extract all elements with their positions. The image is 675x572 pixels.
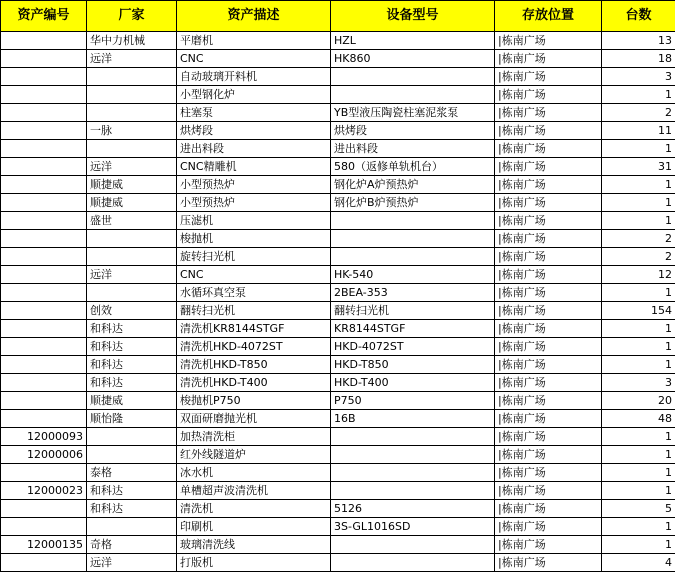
asset-description-cell[interactable]: 压滤机 [177,212,331,230]
storage-location-cell[interactable]: |栋南广场 [495,518,602,536]
manufacturer-cell[interactable]: 顺捷威 [87,194,177,212]
asset-id-cell[interactable] [1,392,87,410]
table-row [1,158,675,176]
equipment-model-cell[interactable]: 2BEA-353 [331,284,495,302]
equipment-model-cell[interactable]: 钢化炉A炉预热炉 [331,176,495,194]
asset-id-cell[interactable] [1,212,87,230]
asset-description-cell[interactable]: 平磨机 [177,32,331,50]
storage-location-cell[interactable]: |栋南广场 [495,374,602,392]
quantity-cell[interactable]: 18 [602,50,675,68]
asset-id-cell[interactable]: 12000006 [1,446,87,464]
table-row [1,338,675,356]
equipment-model-cell[interactable]: 5126 [331,500,495,518]
quantity-cell[interactable]: 20 [602,392,675,410]
quantity-cell[interactable]: 3 [602,68,675,86]
storage-location-cell[interactable]: |栋南广场 [495,320,602,338]
equipment-model-cell[interactable] [331,428,495,446]
asset-description-cell[interactable]: 清洗机KR8144STGF [177,320,331,338]
manufacturer-cell[interactable]: 泰格 [87,464,177,482]
asset-id-cell[interactable] [1,32,87,50]
equipment-model-cell[interactable]: 进出料段 [331,140,495,158]
equipment-model-cell[interactable] [331,482,495,500]
equipment-model-cell[interactable] [331,212,495,230]
table-row [1,32,675,50]
quantity-cell[interactable]: 31 [602,158,675,176]
asset-description-cell[interactable]: 清洗机HKD-4072ST [177,338,331,356]
equipment-model-cell[interactable]: 翻转扫光机 [331,302,495,320]
asset-id-cell[interactable] [1,464,87,482]
storage-location-cell[interactable]: |栋南广场 [495,266,602,284]
manufacturer-cell[interactable]: 和科达 [87,320,177,338]
equipment-model-cell[interactable] [331,86,495,104]
quantity-cell[interactable]: 1 [602,86,675,104]
table-row [1,266,675,284]
table-row [1,212,675,230]
quantity-cell[interactable]: 1 [602,284,675,302]
manufacturer-cell[interactable] [87,518,177,536]
storage-location-cell[interactable]: |栋南广场 [495,356,602,374]
asset-id-cell[interactable] [1,284,87,302]
manufacturer-cell[interactable]: 盛世 [87,212,177,230]
equipment-model-cell[interactable]: 580（返修单轨机台） [331,158,495,176]
asset-description-cell[interactable]: 冰水机 [177,464,331,482]
table-row [1,122,675,140]
equipment-model-cell[interactable]: HKD-4072ST [331,338,495,356]
quantity-cell[interactable]: 1 [602,338,675,356]
table-header [1,1,675,32]
manufacturer-cell[interactable]: 远洋 [87,554,177,572]
asset-description-cell[interactable]: 清洗机 [177,500,331,518]
asset-description-cell[interactable]: 双面研磨抛光机 [177,410,331,428]
quantity-cell[interactable]: 1 [602,176,675,194]
storage-location-cell[interactable]: |栋南广场 [495,410,602,428]
manufacturer-cell[interactable]: 创效 [87,302,177,320]
equipment-model-cell[interactable]: P750 [331,392,495,410]
asset-id-cell[interactable] [1,374,87,392]
table-row [1,302,675,320]
quantity-cell[interactable]: 1 [602,140,675,158]
manufacturer-cell[interactable]: 和科达 [87,500,177,518]
table-row [1,410,675,428]
asset-description-cell[interactable]: 水循环真空泵 [177,284,331,302]
equipment-model-cell[interactable]: 钢化炉B炉预热炉 [331,194,495,212]
manufacturer-cell[interactable] [87,428,177,446]
equipment-model-cell[interactable]: YB型液压陶瓷柱塞泥浆泵 [331,104,495,122]
manufacturer-cell[interactable]: 远洋 [87,266,177,284]
manufacturer-cell[interactable] [87,68,177,86]
table-row [1,554,675,572]
asset-id-cell[interactable] [1,356,87,374]
equipment-model-cell[interactable] [331,248,495,266]
asset-id-cell[interactable] [1,230,87,248]
storage-location-cell[interactable]: |栋南广场 [495,536,602,554]
manufacturer-cell[interactable]: 和科达 [87,374,177,392]
asset-description-cell[interactable]: CNC [177,266,331,284]
table-row [1,356,675,374]
quantity-cell[interactable]: 1 [602,212,675,230]
storage-location-cell[interactable]: |栋南广场 [495,464,602,482]
quantity-cell[interactable]: 1 [602,446,675,464]
table-row [1,50,675,68]
table-row [1,86,675,104]
asset-id-cell[interactable] [1,410,87,428]
manufacturer-cell[interactable] [87,446,177,464]
manufacturer-cell[interactable] [87,230,177,248]
asset-id-cell[interactable] [1,122,87,140]
table-row [1,194,675,212]
quantity-cell[interactable]: 48 [602,410,675,428]
manufacturer-cell[interactable]: 和科达 [87,338,177,356]
asset-id-cell[interactable]: 12000135 [1,536,87,554]
storage-location-cell[interactable]: |栋南广场 [495,86,602,104]
quantity-cell[interactable]: 1 [602,482,675,500]
equipment-model-cell[interactable] [331,464,495,482]
quantity-cell[interactable]: 1 [602,356,675,374]
asset-id-cell[interactable] [1,104,87,122]
asset-id-cell[interactable]: 12000093 [1,428,87,446]
asset-id-cell[interactable] [1,158,87,176]
storage-location-cell[interactable]: |栋南广场 [495,248,602,266]
storage-location-cell[interactable]: |栋南广场 [495,428,602,446]
quantity-cell[interactable]: 1 [602,536,675,554]
asset-id-cell[interactable] [1,500,87,518]
table-row [1,428,675,446]
equipment-model-cell[interactable]: 16B [331,410,495,428]
storage-location-cell[interactable]: |栋南广场 [495,176,602,194]
storage-location-cell[interactable]: |栋南广场 [495,68,602,86]
table-body [1,32,675,572]
equipment-model-cell[interactable] [331,536,495,554]
asset-id-cell[interactable] [1,248,87,266]
equipment-model-cell[interactable] [331,446,495,464]
table-row [1,482,675,500]
equipment-model-cell[interactable]: HK860 [331,50,495,68]
equipment-model-cell[interactable]: HK-540 [331,266,495,284]
asset-id-cell[interactable] [1,86,87,104]
storage-location-cell[interactable]: |栋南广场 [495,500,602,518]
header-equipment-model[interactable]: 设备型号 [331,1,495,32]
storage-location-cell[interactable]: |栋南广场 [495,338,602,356]
quantity-cell[interactable]: 1 [602,428,675,446]
manufacturer-cell[interactable]: 一脉 [87,122,177,140]
asset-description-cell[interactable]: 红外线隧道炉 [177,446,331,464]
quantity-cell[interactable]: 1 [602,464,675,482]
table-row [1,374,675,392]
asset-id-cell[interactable] [1,50,87,68]
table-row [1,176,675,194]
quantity-cell[interactable]: 12 [602,266,675,284]
asset-description-cell[interactable]: 清洗机HKD-T400 [177,374,331,392]
quantity-cell[interactable]: 5 [602,500,675,518]
manufacturer-cell[interactable] [87,284,177,302]
asset-id-cell[interactable] [1,68,87,86]
manufacturer-cell[interactable]: 顺捷威 [87,176,177,194]
manufacturer-cell[interactable]: 远洋 [87,50,177,68]
asset-description-cell[interactable]: 加热清洗柜 [177,428,331,446]
equipment-model-cell[interactable] [331,230,495,248]
equipment-model-cell[interactable] [331,68,495,86]
asset-id-cell[interactable] [1,266,87,284]
header-asset-id[interactable]: 资产编号 [1,1,87,32]
storage-location-cell[interactable]: |栋南广场 [495,140,602,158]
table-row [1,464,675,482]
storage-location-cell[interactable]: |栋南广场 [495,230,602,248]
quantity-cell[interactable]: 1 [602,518,675,536]
storage-location-cell[interactable]: |栋南广场 [495,122,602,140]
table-row [1,104,675,122]
header-row [1,1,675,32]
equipment-model-cell[interactable]: 3S-GL1016SD [331,518,495,536]
manufacturer-cell[interactable]: 顺捷威 [87,392,177,410]
asset-description-cell[interactable]: 小型预热炉 [177,194,331,212]
header-quantity[interactable]: 台数 [602,1,675,32]
manufacturer-cell[interactable]: 远洋 [87,158,177,176]
asset-id-cell[interactable] [1,176,87,194]
storage-location-cell[interactable]: |栋南广场 [495,284,602,302]
asset-description-cell[interactable]: 翻转扫光机 [177,302,331,320]
storage-location-cell[interactable]: |栋南广场 [495,446,602,464]
asset-id-cell[interactable] [1,338,87,356]
quantity-cell[interactable]: 154 [602,302,675,320]
equipment-model-cell[interactable]: HKD-T400 [331,374,495,392]
table-row [1,248,675,266]
asset-description-cell[interactable]: 小型预热炉 [177,176,331,194]
quantity-cell[interactable]: 11 [602,122,675,140]
table-row [1,140,675,158]
manufacturer-cell[interactable]: 华中力机械 [87,32,177,50]
header-asset-description[interactable]: 资产描述 [177,1,331,32]
asset-id-cell[interactable] [1,194,87,212]
asset-description-cell[interactable]: CNC [177,50,331,68]
asset-description-cell[interactable]: 自动玻璃开料机 [177,68,331,86]
storage-location-cell[interactable]: |栋南广场 [495,302,602,320]
asset-id-cell[interactable] [1,140,87,158]
table-row [1,230,675,248]
manufacturer-cell[interactable]: 奇格 [87,536,177,554]
quantity-cell[interactable]: 2 [602,104,675,122]
asset-description-cell[interactable]: 玻璃清洗线 [177,536,331,554]
header-manufacturer[interactable]: 厂家 [87,1,177,32]
manufacturer-cell[interactable] [87,104,177,122]
manufacturer-cell[interactable] [87,248,177,266]
asset-id-cell[interactable] [1,554,87,572]
storage-location-cell[interactable]: |栋南广场 [495,50,602,68]
manufacturer-cell[interactable] [87,86,177,104]
asset-description-cell[interactable]: 进出料段 [177,140,331,158]
storage-location-cell[interactable]: |栋南广场 [495,194,602,212]
asset-description-cell[interactable]: 印刷机 [177,518,331,536]
table-row [1,68,675,86]
quantity-cell[interactable]: 3 [602,374,675,392]
storage-location-cell[interactable]: |栋南广场 [495,554,602,572]
storage-location-cell[interactable]: |栋南广场 [495,392,602,410]
quantity-cell[interactable]: 2 [602,230,675,248]
asset-id-cell[interactable]: 12000023 [1,482,87,500]
storage-location-cell[interactable]: |栋南广场 [495,158,602,176]
table-row [1,446,675,464]
asset-description-cell[interactable]: 打版机 [177,554,331,572]
table-row [1,518,675,536]
asset-description-cell[interactable]: CNC精雕机 [177,158,331,176]
table-row [1,536,675,554]
storage-location-cell[interactable]: |栋南广场 [495,104,602,122]
table-row [1,500,675,518]
asset-description-cell[interactable]: 小型钢化炉 [177,86,331,104]
asset-id-cell[interactable] [1,302,87,320]
table-row [1,392,675,410]
table-row [1,320,675,338]
asset-id-cell[interactable] [1,320,87,338]
quantity-cell[interactable]: 2 [602,248,675,266]
header-storage-location[interactable]: 存放位置 [495,1,602,32]
asset-description-cell[interactable]: 单槽超声波清洗机 [177,482,331,500]
equipment-model-cell[interactable]: KR8144STGF [331,320,495,338]
quantity-cell[interactable]: 1 [602,194,675,212]
asset-description-cell[interactable]: 梭抛机P750 [177,392,331,410]
asset-description-cell[interactable]: 梭抛机 [177,230,331,248]
storage-location-cell[interactable]: |栋南广场 [495,482,602,500]
equipment-model-cell[interactable]: HZL [331,32,495,50]
asset-description-cell[interactable]: 旋转扫光机 [177,248,331,266]
asset-description-cell[interactable]: 烘烤段 [177,122,331,140]
asset-description-cell[interactable]: 清洗机HKD-T850 [177,356,331,374]
equipment-model-cell[interactable] [331,554,495,572]
manufacturer-cell[interactable]: 顺怡隆 [87,410,177,428]
quantity-cell[interactable]: 1 [602,320,675,338]
equipment-model-cell[interactable]: HKD-T850 [331,356,495,374]
table-row [1,284,675,302]
storage-location-cell[interactable]: |栋南广场 [495,32,602,50]
quantity-cell[interactable]: 13 [602,32,675,50]
asset-id-cell[interactable] [1,518,87,536]
manufacturer-cell[interactable] [87,140,177,158]
storage-location-cell[interactable]: |栋南广场 [495,212,602,230]
manufacturer-cell[interactable]: 和科达 [87,356,177,374]
equipment-model-cell[interactable]: 烘烤段 [331,122,495,140]
quantity-cell[interactable]: 4 [602,554,675,572]
manufacturer-cell[interactable]: 和科达 [87,482,177,500]
asset-description-cell[interactable]: 柱塞泵 [177,104,331,122]
